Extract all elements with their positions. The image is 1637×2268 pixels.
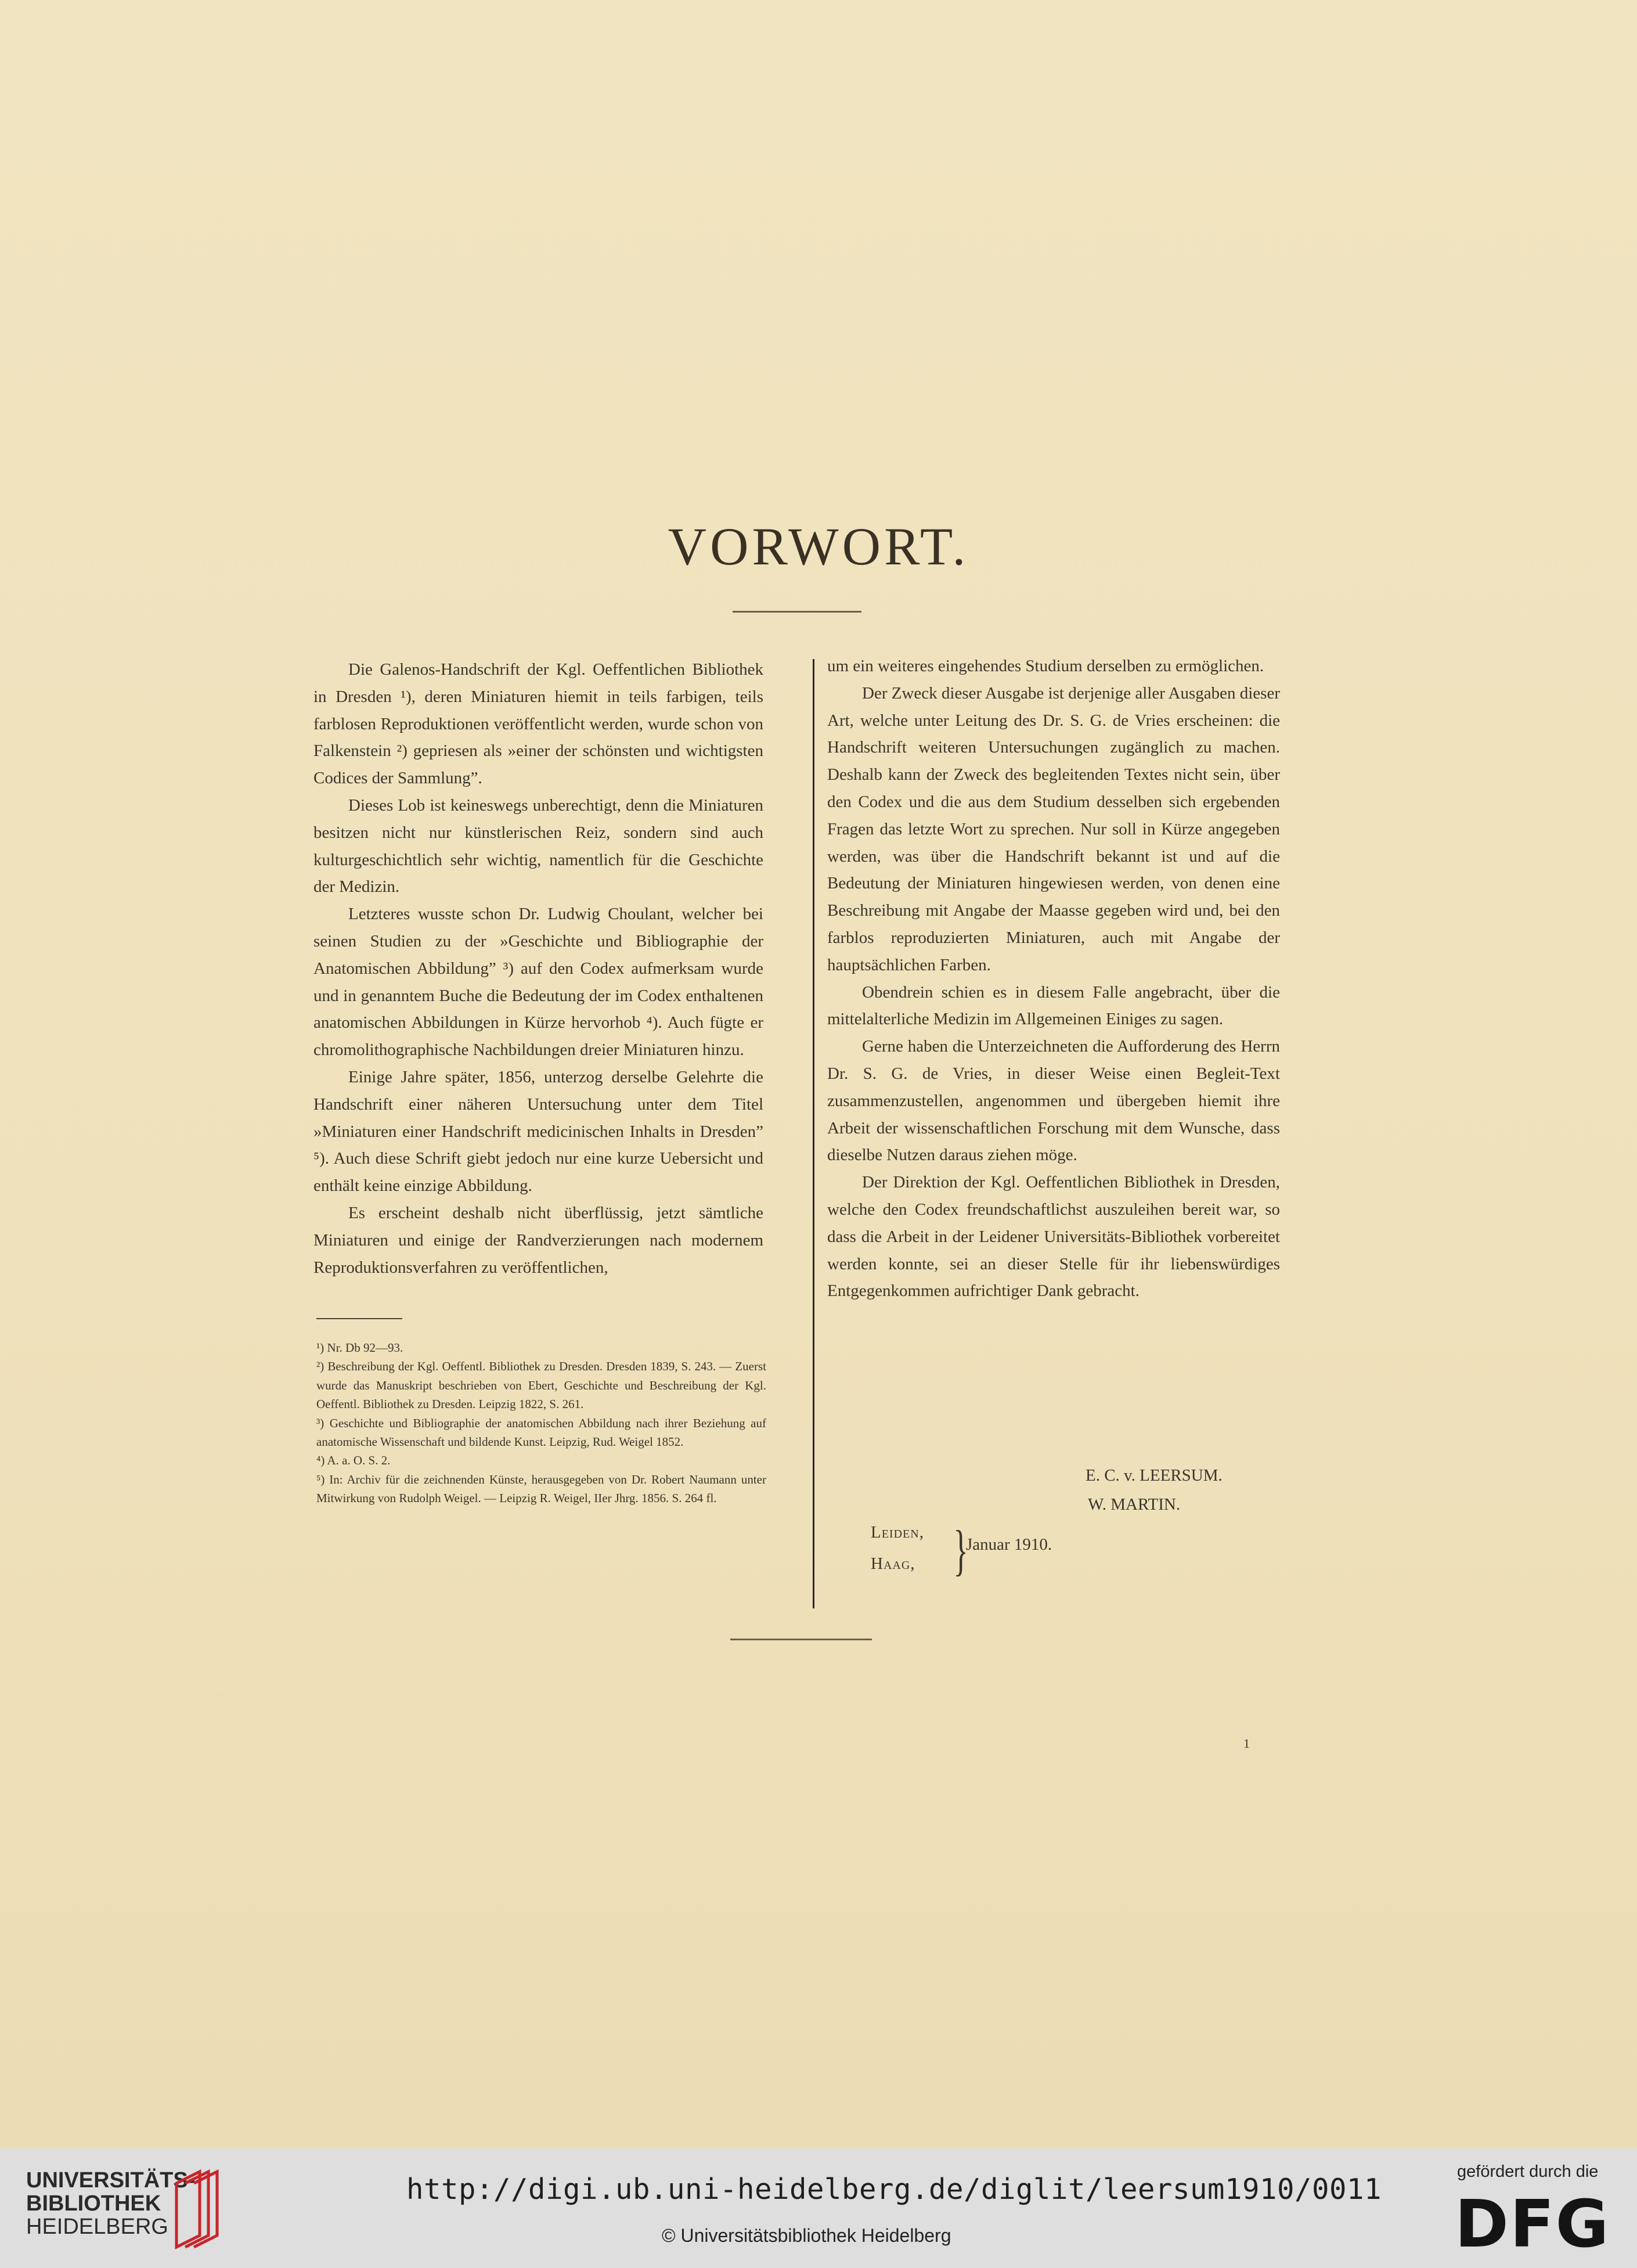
paragraph: Es erscheint deshalb nicht überflüssig, jetzt sämtliche Miniaturen und einige der Randverzierungen nach modernem Reproduktionsverfahren zu veröffentlichen,: [313, 1203, 763, 1277]
footnotes: [316, 1338, 766, 1508]
place-haag: Haag,: [871, 1554, 915, 1573]
footnote: ²) Beschreibung der Kgl. Oeffentl. Bibliothek zu Dresden. Dresden 1839, S. 243. — Zuerst wurde das Manuskript beschrieben von Ebert, Geschichte und Beschreibung der Kgl. Oeffentl. Bibliothek zu Dresden. Leipzig 1822, S. 261.: [316, 1359, 766, 1412]
paragraph: Letzteres wusste schon Dr. Ludwig Choulant, welcher bei seinen Studien zu der »Geschichte und Bibliographie der Anatomischen Abbildung” ³) auf den Codex aufmerksam wurde und in genanntem Buche die Bedeutung der im Codex enthaltenen anatomischen Abbildungen in Kürze hervorhob ⁴). Auch fügte er chromolithographische Nachbildungen dreier Miniaturen hinzu.: [313, 905, 763, 1060]
right-column: [827, 653, 1280, 1305]
library-line: UNIVERSITÄTS-: [26, 2168, 196, 2193]
footnote: ³) Geschichte und Bibliographie der anatomischen Abbildung nach ihrer Beziehung auf anatomische Wissenschaft und bildende Kunst. Leipzig, Rud. Weigel 1852.: [316, 1416, 766, 1449]
page-title: VORWORT.: [668, 517, 969, 576]
title-rule: [733, 611, 861, 613]
permalink-url[interactable]: http://digi.ub.uni-heidelberg.de/diglit/leersum1910/0011: [406, 2173, 1382, 2206]
paragraph: Der Direktion der Kgl. Oeffentlichen Bibliothek in Dresden, welche den Codex freundschaftlichst auszuleihen bereit war, so dass die Arbeit in der Leidener Universitäts-Bibliothek vorbereitet werden konnte, sei an dieser Stelle für ihr liebenswürdiges Entgegenkommen aufrichtiger Dank gebracht.: [827, 1173, 1280, 1301]
paragraph: Gerne haben die Unterzeichneten die Aufforderung des Herrn Dr. S. G. de Vries, in dieser Weise einen Begleit-Text zusammenzustellen, angenommen und übergeben hiemit ihre Arbeit der wissenschaftlichen Forschung mit dem Wunsche, dass dieselbe Nutzen daraus ziehen möge.: [827, 1037, 1280, 1165]
paragraph: Der Zweck dieser Ausgabe ist derjenige aller Ausgaben dieser Art, welche unter Leitung des Dr. S. G. de Vries erscheinen: die Handschrift weiteren Untersuchungen zugänglich zu machen. Deshalb kann der Zweck des begleitenden Textes nicht sein, über den Codex und die aus dem Studium desselben sich ergebenden Fragen das letzte Wort zu sprechen. Nur soll in Kürze angegeben werden, was über die Handschrift bekannt ist und auf die Bedeutung der Miniaturen hingewiesen werden, von denen eine Beschreibung mit Angabe der Maasse gegeben wird und, bei den farblos reproduzierten Miniaturen, auch mit Angabe der hauptsächlichen Farben.: [827, 683, 1280, 974]
library-line: HEIDELBERG: [26, 2215, 168, 2239]
footnote-rule: [316, 1318, 402, 1319]
signatures: [1086, 1461, 1223, 1519]
signature-leersum: E. C. v. LEERSUM.: [1086, 1466, 1223, 1485]
end-rule: [730, 1639, 872, 1640]
paragraph: Dieses Lob ist keineswegs unberechtigt, denn die Miniaturen besitzen nicht nur künstlerischen Reiz, sondern sind auch kulturgeschichtlich sehr wichtig, namentlich für die Geschichte der Medizin.: [313, 795, 763, 897]
library-line: BIBLIOTHEK: [26, 2191, 161, 2216]
paragraph: Einige Jahre später, 1856, unterzog derselbe Gelehrte die Handschrift einer näheren Untersuchung unter dem Titel »Miniaturen einer Handschrift medicinischen Inhalts in Dresden” ⁵). Auch diese Schrift giebt jedoch nur eine kurze Uebersicht und enthält keine einzige Abbildung.: [313, 1067, 763, 1196]
library-logo-icon: [165, 2166, 229, 2250]
signature-martin: W. MARTIN.: [1088, 1495, 1181, 1514]
paragraph: um ein weiteres eingehendes Studium derselben zu ermöglichen.: [827, 657, 1264, 675]
dfg-logo: DFG: [1455, 2187, 1610, 2262]
footer-bar: [0, 2148, 1637, 2268]
paragraph: Obendrein schien es in diesem Falle angebracht, über die mittelalterliche Medizin im Allgemeinen Einiges zu sagen.: [827, 982, 1280, 1029]
column-divider: [813, 659, 814, 1608]
date: Januar 1910.: [966, 1535, 1052, 1554]
footnote: ¹) Nr. Db 92—93.: [316, 1341, 403, 1355]
footnote: ⁵) In: Archiv für die zeichnenden Künste, herausgegeben von Dr. Robert Naumann unter Mitwirkung von Rudolph Weigel. — Leipzig R. Weigel, IIer Jhrg. 1856. S. 264 fl.: [316, 1472, 766, 1506]
funding-note: gefördert durch die: [1457, 2162, 1599, 2181]
page-number: 1: [1243, 1736, 1250, 1751]
place-leiden: Leiden,: [871, 1523, 924, 1542]
left-column: [313, 656, 763, 1281]
footnote: ⁴) A. a. O. S. 2.: [316, 1453, 391, 1468]
places: [871, 1517, 924, 1579]
brace-glyph: }: [953, 1519, 968, 1581]
copyright-notice: © Universitätsbibliothek Heidelberg: [662, 2225, 951, 2246]
paragraph: Die Galenos-Handschrift der Kgl. Oeffentlichen Bibliothek in Dresden ¹), deren Miniaturen hiemit in teils farbigen, teils farblosen Reproduktionen veröffentlicht werden, wurde schon von Falkenstein ²) gepriesen als »einer der schönsten und wichtigsten Codices der Sammlung”.: [313, 660, 763, 788]
